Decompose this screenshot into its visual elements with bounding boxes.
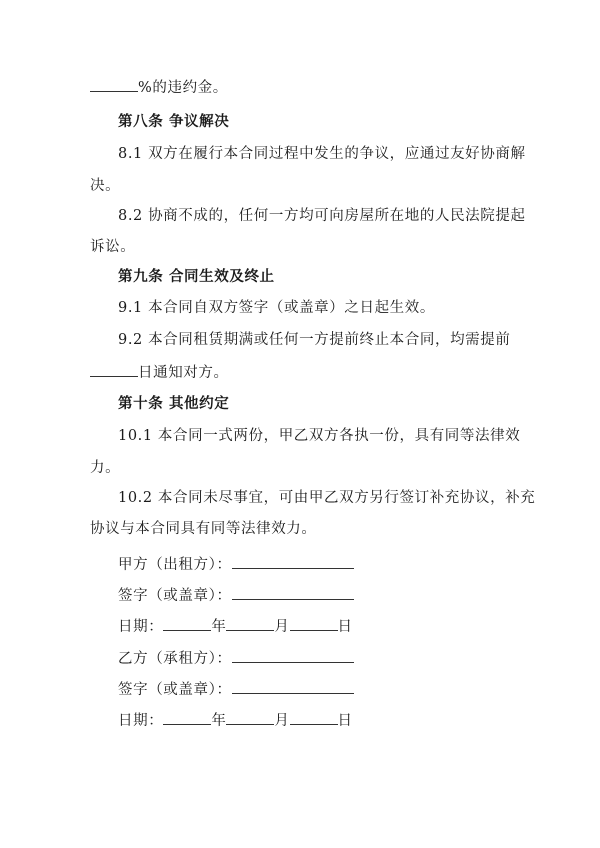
article-10-1-line1: 10.1 本合同一式两份，甲乙双方各执一份，具有同等法律效 xyxy=(118,428,521,444)
article-8-heading: 第八条 争议解决 xyxy=(118,114,230,130)
article-9-2-line1: 9.2 本合同租赁期满或任何一方提前终止本合同，均需提前 xyxy=(118,332,511,348)
date-a-row: 日期： 年 月 日 xyxy=(118,615,558,637)
party-b-blank xyxy=(232,647,354,663)
party-a-blank xyxy=(232,553,354,569)
date-b-year-blank xyxy=(163,709,211,725)
sign-a-label: 签字（或盖章）： xyxy=(118,588,232,604)
sign-b-label: 签字（或盖章）： xyxy=(118,682,232,698)
date-b-label: 日期： xyxy=(118,713,164,729)
date-b-day-blank xyxy=(290,709,338,725)
date-a-month-blank xyxy=(226,615,274,631)
date-a-label: 日期： xyxy=(118,619,164,635)
party-a-label: 甲方（出租方）： xyxy=(118,557,232,573)
party-b-label: 乙方（承租方）： xyxy=(118,651,232,667)
article-10-2-line1: 10.2 本合同未尽事宜，可由甲乙双方另行签订补充协议，补充 xyxy=(118,490,536,506)
article-9-2-line2: 日通知对方。 xyxy=(90,361,530,383)
sign-b-blank xyxy=(232,678,354,694)
article-9-1: 9.1 本合同自双方签字（或盖章）之日起生效。 xyxy=(118,300,435,316)
notice-days-blank xyxy=(90,361,138,377)
party-b-row xyxy=(118,647,558,669)
article-8-1-line1: 8.1 双方在履行本合同过程中发生的争议，应通过友好协商解 xyxy=(118,146,526,162)
article-10-1-line2: 力。 xyxy=(90,460,121,476)
penalty-line: %的违约金。 xyxy=(90,76,530,98)
article-8-2-line1: 8.2 协商不成的，任何一方均可向房屋所在地的人民法院提起 xyxy=(118,208,526,224)
article-9-heading: 第九条 合同生效及终止 xyxy=(118,269,275,285)
article-10-2-line2: 协议与本合同具有同等法律效力。 xyxy=(90,521,317,537)
article-8-1-line2: 决。 xyxy=(90,178,121,194)
sign-b-row xyxy=(118,678,558,700)
date-a-year-blank xyxy=(163,615,211,631)
date-a-day-blank xyxy=(290,615,338,631)
article-8-2-line2: 诉讼。 xyxy=(90,239,136,255)
penalty-blank xyxy=(90,76,138,92)
party-a-row xyxy=(118,553,558,575)
date-b-row: 日期： 年 月 日 xyxy=(118,709,558,731)
article-10-heading: 第十条 其他约定 xyxy=(118,396,230,412)
date-b-month-blank xyxy=(226,709,274,725)
sign-a-row xyxy=(118,584,558,606)
sign-a-blank xyxy=(232,584,354,600)
